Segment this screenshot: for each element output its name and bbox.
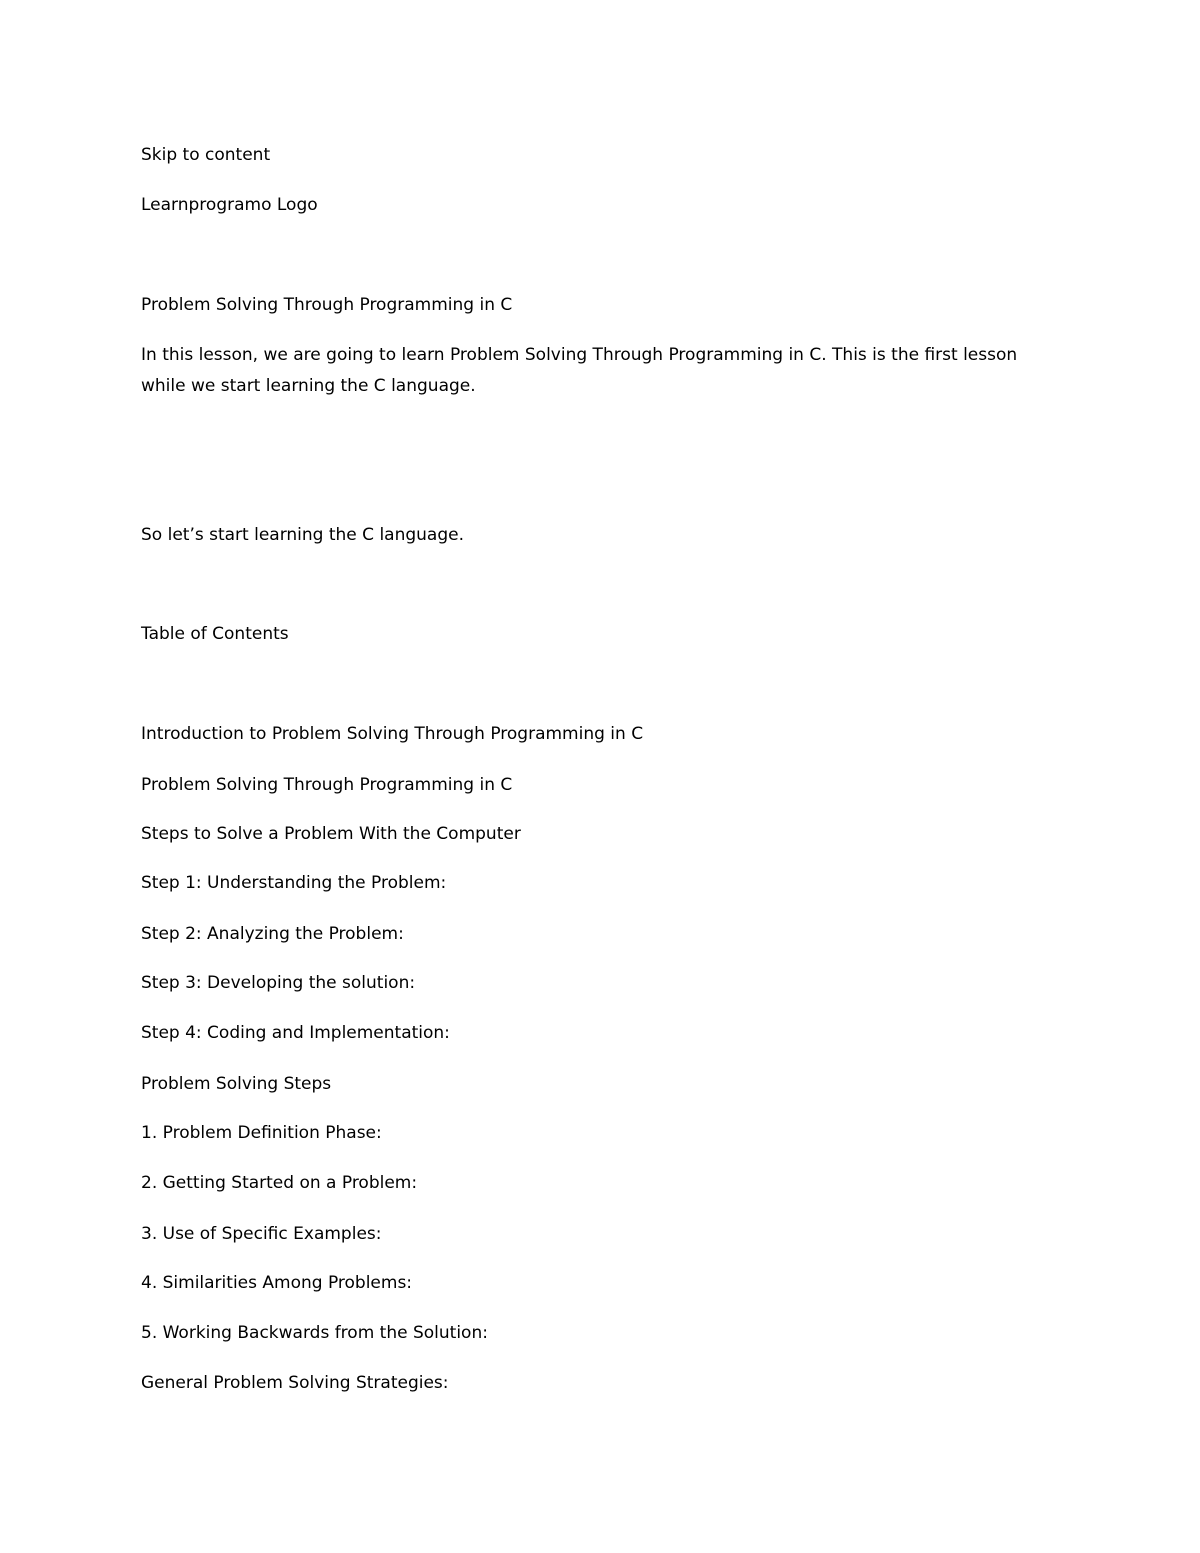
- toc-item[interactable]: Problem Solving Steps: [141, 1074, 332, 1094]
- toc-heading: Table of Contents: [141, 624, 289, 644]
- toc-item[interactable]: Step 3: Developing the solution:: [141, 973, 416, 993]
- toc-item[interactable]: Introduction to Problem Solving Through Programming in C: [141, 724, 644, 744]
- toc-item[interactable]: 4. Similarities Among Problems:: [141, 1273, 413, 1293]
- skip-to-content-link[interactable]: Skip to content: [141, 145, 271, 165]
- toc-item[interactable]: 2. Getting Started on a Problem:: [141, 1173, 418, 1193]
- toc-item[interactable]: Problem Solving Through Programming in C: [141, 775, 513, 795]
- intro-paragraph-line-2: while we start learning the C language.: [141, 376, 476, 396]
- toc-item[interactable]: Step 4: Coding and Implementation:: [141, 1023, 450, 1043]
- toc-item[interactable]: Step 1: Understanding the Problem:: [141, 873, 447, 893]
- intro-paragraph-line-1: In this lesson, we are going to learn Problem Solving Through Programming in C. This is the first lesson: [141, 345, 1018, 365]
- toc-item[interactable]: 5. Working Backwards from the Solution:: [141, 1323, 488, 1343]
- site-logo-text[interactable]: Learnprogramo Logo: [141, 195, 318, 215]
- toc-item[interactable]: Step 2: Analyzing the Problem:: [141, 924, 404, 944]
- toc-item[interactable]: 1. Problem Definition Phase:: [141, 1123, 382, 1143]
- start-learning-text: So let’s start learning the C language.: [141, 525, 464, 545]
- toc-item[interactable]: General Problem Solving Strategies:: [141, 1373, 449, 1393]
- toc-item[interactable]: 3. Use of Specific Examples:: [141, 1224, 382, 1244]
- page-title: Problem Solving Through Programming in C: [141, 295, 513, 315]
- toc-item[interactable]: Steps to Solve a Problem With the Computer: [141, 824, 521, 844]
